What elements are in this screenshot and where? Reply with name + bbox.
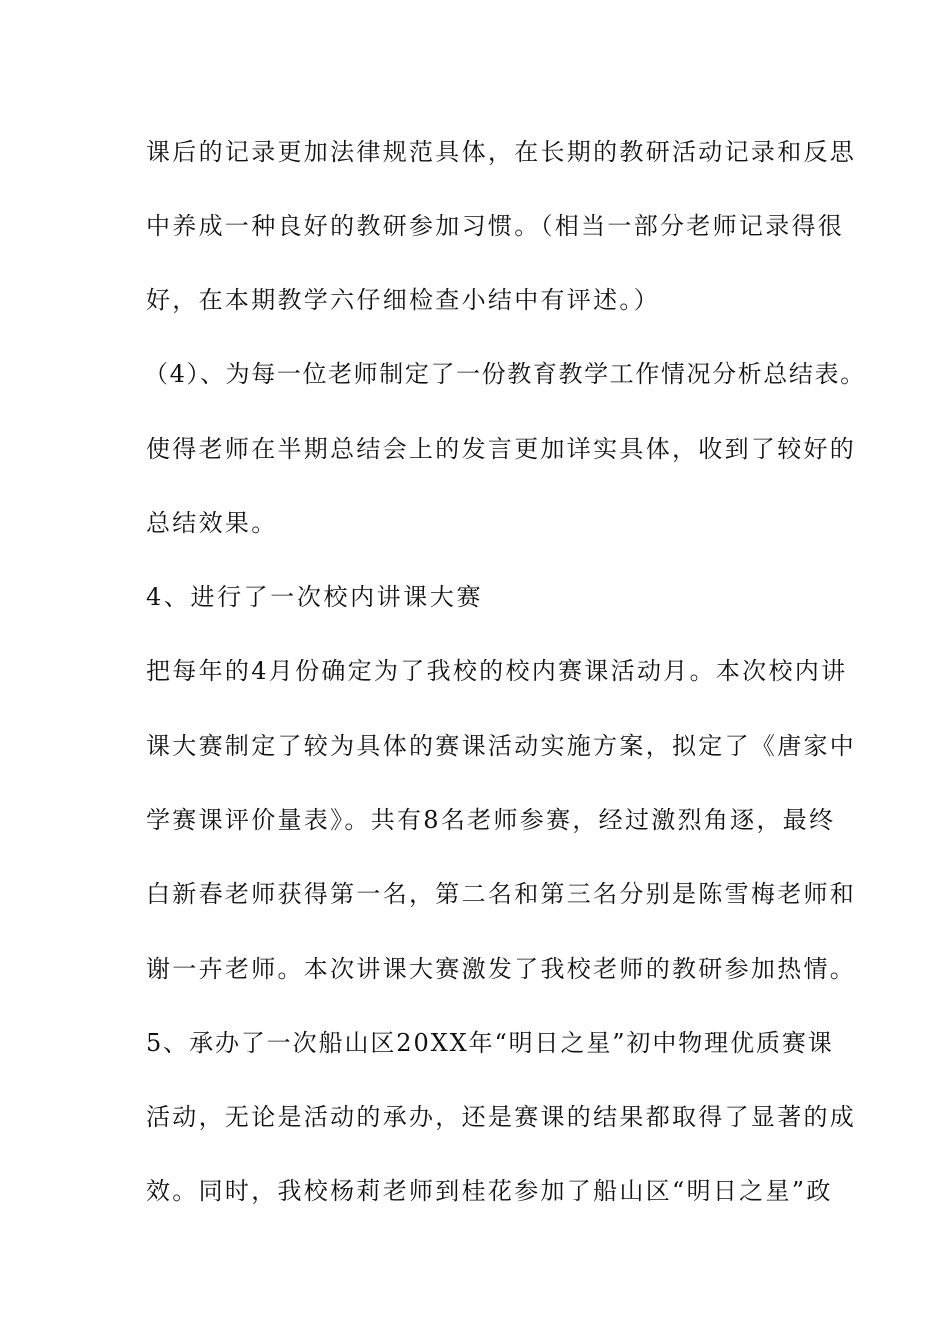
text-line: 白新春老师获得第一名，第二名和第三名分别是陈雪梅老师和 [146,880,857,908]
text-line: 活动，无论是活动的承办，还是赛课的结果都取得了显著的成 [146,1103,857,1131]
text-line: 学赛课评价量表》。共有8名老师参赛，经过激烈角逐，最终 [146,806,836,834]
text-line: 课大赛制定了较为具体的赛课活动实施方案，拟定了《唐家中 [146,732,857,760]
text-line: 好，在本期教学六仔细检查小结中有评述。） [146,286,660,314]
text-line: 效。同时，我校杨莉老师到桂花参加了船山区“明日之星”政 [146,1177,833,1205]
text-line: 把每年的4月份确定为了我校的校内赛课活动月。本次校内讲 [146,657,848,685]
text-line: 谢一卉老师。本次讲课大赛激发了我校老师的教研参加热情。 [146,955,857,983]
text-line: 课后的记录更加法律规范具体，在长期的教研活动记录和反思 [146,138,857,166]
text-line: 使得老师在半期总结会上的发言更加详实具体，收到了较好的 [146,435,857,463]
text-line: 5、承办了一次船山区20XX年“明日之星”初中物理优质赛课 [146,1029,834,1057]
text-line: （4）、为每一位老师制定了一份教育教学工作情况分析总结表。 [144,360,866,388]
section-heading: 4、进行了一次校内讲课大赛 [146,583,484,611]
text-line: 中养成一种良好的教研参加习惯。（相当一部分老师记录得很 [146,212,845,240]
text-line: 总结效果。 [146,509,278,537]
